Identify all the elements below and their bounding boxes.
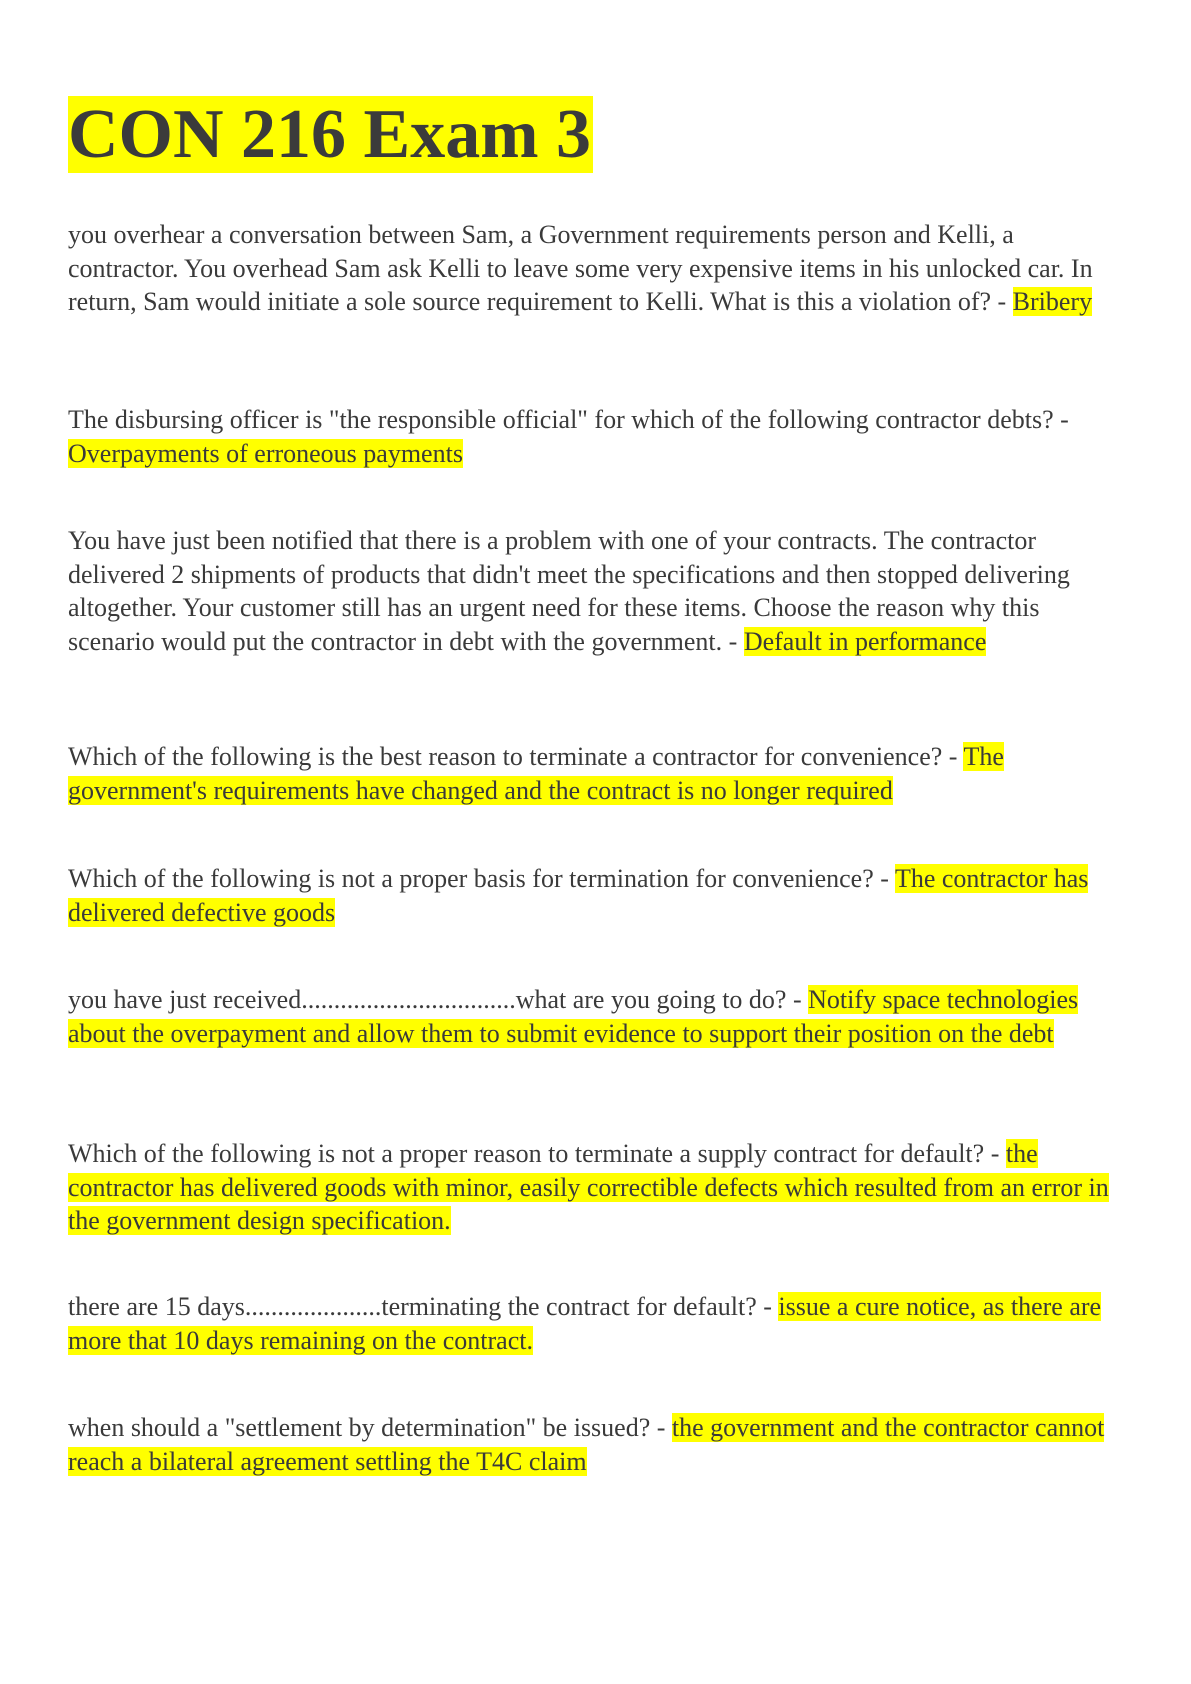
answer-text: issue a cure notice, as there are more that 10 days remaining on the contract.	[68, 1292, 1102, 1355]
question-text: Which of the following is not a proper reason to terminate a supply contract for default? -	[68, 1139, 1006, 1168]
qa-item-9	[68, 1411, 1128, 1478]
question-text: you overhear a conversation between Sam, a Government requirements person and Kelli, a contractor. You overhead Sam ask Kelli to leave some very expensive items in his unlocked car. In return, Sam would initiate a sole source requirement to Kelli. What is this a violation of? -	[68, 220, 1093, 316]
qa-item-4	[68, 740, 1128, 807]
answer-text: Bribery	[1012, 287, 1093, 316]
qa-item-3	[68, 524, 1128, 658]
question-text: you have just received.................................what are you going to do? -	[68, 985, 809, 1014]
answer-text: Default in performance	[743, 626, 987, 656]
answer-text: Notify space technologies about the overpayment and allow them to submit evidence to support their position on the debt	[68, 985, 1079, 1048]
question-text: Which of the following is the best reason to terminate a contractor for convenience? -	[68, 742, 964, 771]
qa-item-5	[68, 862, 1128, 929]
answer-text: The government's requirements have changed and the contract is no longer required	[68, 742, 1004, 805]
question-text: there are 15 days.....................terminating the contract for default? -	[68, 1292, 779, 1321]
answer-text: Overpayments of erroneous payments	[68, 438, 463, 468]
answer-text: the government and the contractor cannot reach a bilateral agreement settling the T4C claim	[68, 1413, 1105, 1476]
question-text: when should a "settlement by determination" be issued? -	[68, 1413, 672, 1442]
answer-text: The contractor has delivered defective goods	[68, 864, 1089, 927]
qa-item-7	[68, 1137, 1128, 1238]
question-text: Which of the following is not a proper basis for termination for convenience? -	[68, 864, 895, 893]
question-text: You have just been notified that there is a problem with one of your contracts. The contractor delivered 2 shipments of products that didn't meet the specifications and then stopped delivering altogether. Your customer still has an urgent need for these items. Choose the reason why this scenario would put the contractor in debt with the government. -	[68, 526, 1070, 656]
qa-item-8	[68, 1290, 1128, 1357]
qa-item-6	[68, 983, 1128, 1050]
qa-item-1	[68, 218, 1128, 319]
page-title	[68, 92, 593, 178]
title-highlight: CON 216 Exam 3	[68, 96, 592, 173]
question-text: The disbursing officer is "the responsible official" for which of the following contractor debts? -	[68, 405, 1069, 434]
answer-text: the contractor has delivered goods with minor, easily correctible defects which resulted from an error in the government design specification.	[68, 1139, 1109, 1235]
qa-item-2	[68, 403, 1128, 470]
